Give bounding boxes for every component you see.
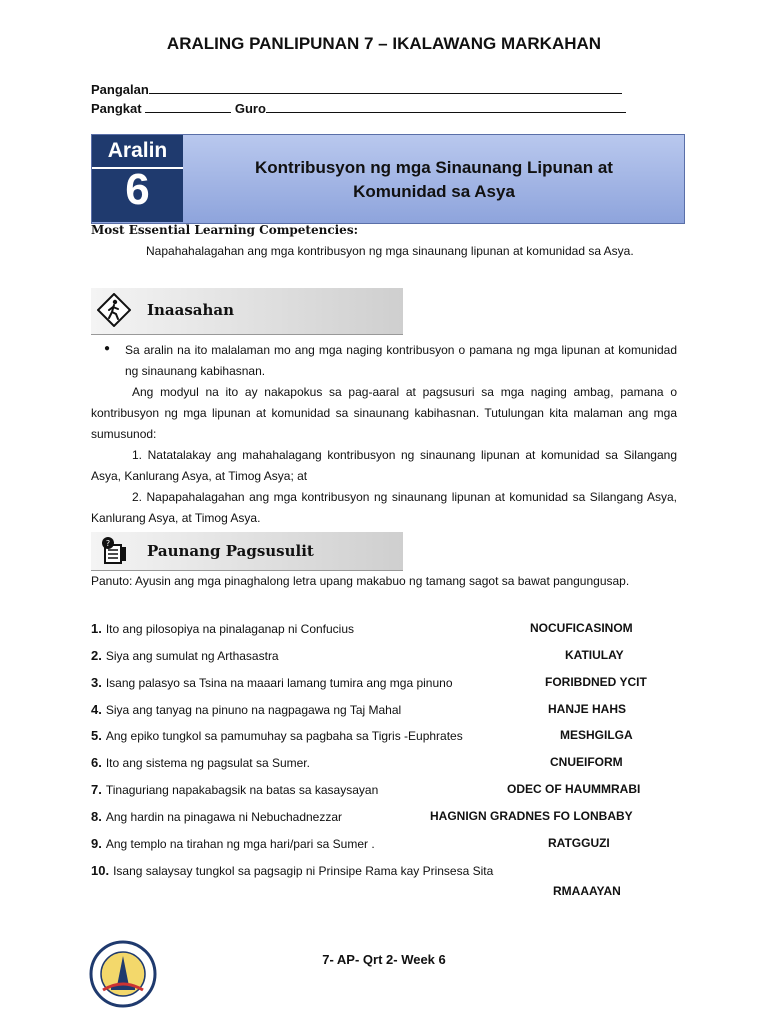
question-text: Ang epiko tungkol sa pamumuhay sa pagbaha sa Tigris -Euphrates — [105, 729, 463, 743]
scrambled-answer: CNUEIFORM — [550, 755, 623, 769]
question-text: Isang palasyo sa Tsina na maaari lamang tumira ang mga pinuno — [105, 676, 453, 690]
question-number: 4. — [91, 702, 102, 717]
svg-text:?: ? — [105, 539, 111, 548]
question-text: Isang salaysay tungkol sa pagsagip ni Prinsipe Rama kay Prinsesa Sita — [113, 864, 494, 878]
division-seal-logo — [89, 940, 157, 1008]
question-text: Ito ang pilosopiya na pinalaganap ni Confucius — [105, 622, 355, 636]
competencies-text: Napahahalagahan ang mga kontribusyon ng mga sinaunang lipunan at komunidad sa Asya. — [146, 244, 634, 258]
pedestrian-warning-icon — [97, 293, 131, 327]
inaasahan-bullet-text: Sa aralin na ito malalaman mo ang mga naging kontribusyon o pamana ng mga lipunan at komunidad ng sinaunang kabihasnan. — [125, 343, 677, 378]
question-number: 10. — [91, 863, 110, 878]
scrambled-answer: MESHGILGA — [560, 728, 633, 742]
question-number: 8. — [91, 809, 102, 824]
scrambled-answer: RMAAAYAN — [553, 884, 621, 898]
aralin-badge — [92, 135, 183, 222]
guro-line[interactable] — [266, 100, 626, 113]
scrambled-answer: NOCUFICASINOM — [530, 621, 633, 635]
inaasahan-bar — [91, 288, 403, 335]
question-text: Ang templo na tirahan ng mga hari/pari sa Sumer . — [105, 837, 375, 851]
question-text: Ito ang sistema ng pagsulat sa Sumer. — [105, 756, 310, 770]
question-text: Ang hardin na pinagawa ni Nebuchadnezzar — [105, 810, 343, 824]
scrambled-answer: FORIBDNED YCIT — [545, 675, 647, 689]
instructions-text: Panuto: Ayusin ang mga pinaghalong letra upang makabuo ng tamang sagot sa bawat pangungusap. — [91, 574, 630, 588]
pangalan-field — [91, 81, 622, 97]
scrambled-answer: HANJE HAHS — [548, 702, 627, 716]
document-title: ARALING PANLIPUNAN 7 – IKALAWANG MARKAHAN — [166, 34, 602, 53]
scrambled-answer: ODEC OF HAUMMRABI — [507, 782, 641, 796]
paunang-pagsusulit-bar — [91, 532, 403, 571]
question-number: 9. — [91, 836, 102, 851]
quiz-checklist-icon — [97, 535, 131, 569]
question-number: 3. — [91, 675, 102, 690]
pangkat-label: Pangkat — [91, 101, 142, 116]
lesson-title — [185, 156, 683, 204]
question-text: Siya ang tanyag na pinuno na nagpagawa ng Taj Mahal — [105, 703, 402, 717]
footer-code: 7- AP- Qrt 2- Week 6 — [322, 952, 446, 967]
inaasahan-item-2: 2. Napapahalagahan ang mga kontribusyon ng sinaunang lipunan at komunidad sa Silangang Asya, Kanlurang Asya, at Timog Asya. — [91, 490, 677, 525]
bullet-dot: ● — [104, 343, 111, 354]
inaasahan-label: Inaasahan — [147, 301, 235, 319]
inaasahan-item-1: 1. Natatalakay ang mahahalagang kontribusyon ng sinaunang lipunan at komunidad sa Silangang Asya, Kanlurang Asya, at Timog Asya; at — [91, 448, 677, 483]
question-text: Siya ang sumulat ng Arthasastra — [105, 649, 279, 663]
aralin-number: 6 — [125, 165, 150, 214]
question-number: 1. — [91, 621, 102, 636]
guro-label: Guro — [234, 101, 266, 116]
competencies-heading: Most Essential Learning Competencies: — [91, 223, 359, 237]
inaasahan-paragraph: Ang modyul na ito ay nakapokus sa pag-aaral at pagsusuri sa mga naging ambag, pamana o kontribusyon ng mga lipunan at komunidad sa sinaunang kabihasnan. Tutulungan kita malaman ang mga sumusunod: — [91, 385, 677, 441]
pangkat-guro-field — [91, 100, 626, 116]
question-text: Tinaguriang napakabagsik na batas sa kasaysayan — [105, 783, 379, 797]
pangalan-line[interactable] — [149, 81, 622, 94]
question-item — [91, 863, 691, 878]
lesson-title-line1: Kontribusyon ng mga Sinaunang Lipunan at — [255, 158, 613, 177]
pangalan-label: Pangalan — [91, 82, 149, 97]
paunang-pagsusulit-label: Paunang Pagsusulit — [147, 542, 314, 560]
question-number: 7. — [91, 782, 102, 797]
aralin-label: Aralin — [107, 139, 168, 162]
scrambled-answer: HAGNIGN GRADNES FO LONBABY — [430, 809, 633, 823]
pangkat-line[interactable] — [145, 100, 231, 113]
question-number: 5. — [91, 728, 102, 743]
question-number: 2. — [91, 648, 102, 663]
question-number: 6. — [91, 755, 102, 770]
lesson-title-line2: Komunidad sa Asya — [353, 182, 515, 201]
scrambled-answer: KATIULAY — [565, 648, 624, 662]
scrambled-answer: RATGGUZI — [548, 836, 610, 850]
